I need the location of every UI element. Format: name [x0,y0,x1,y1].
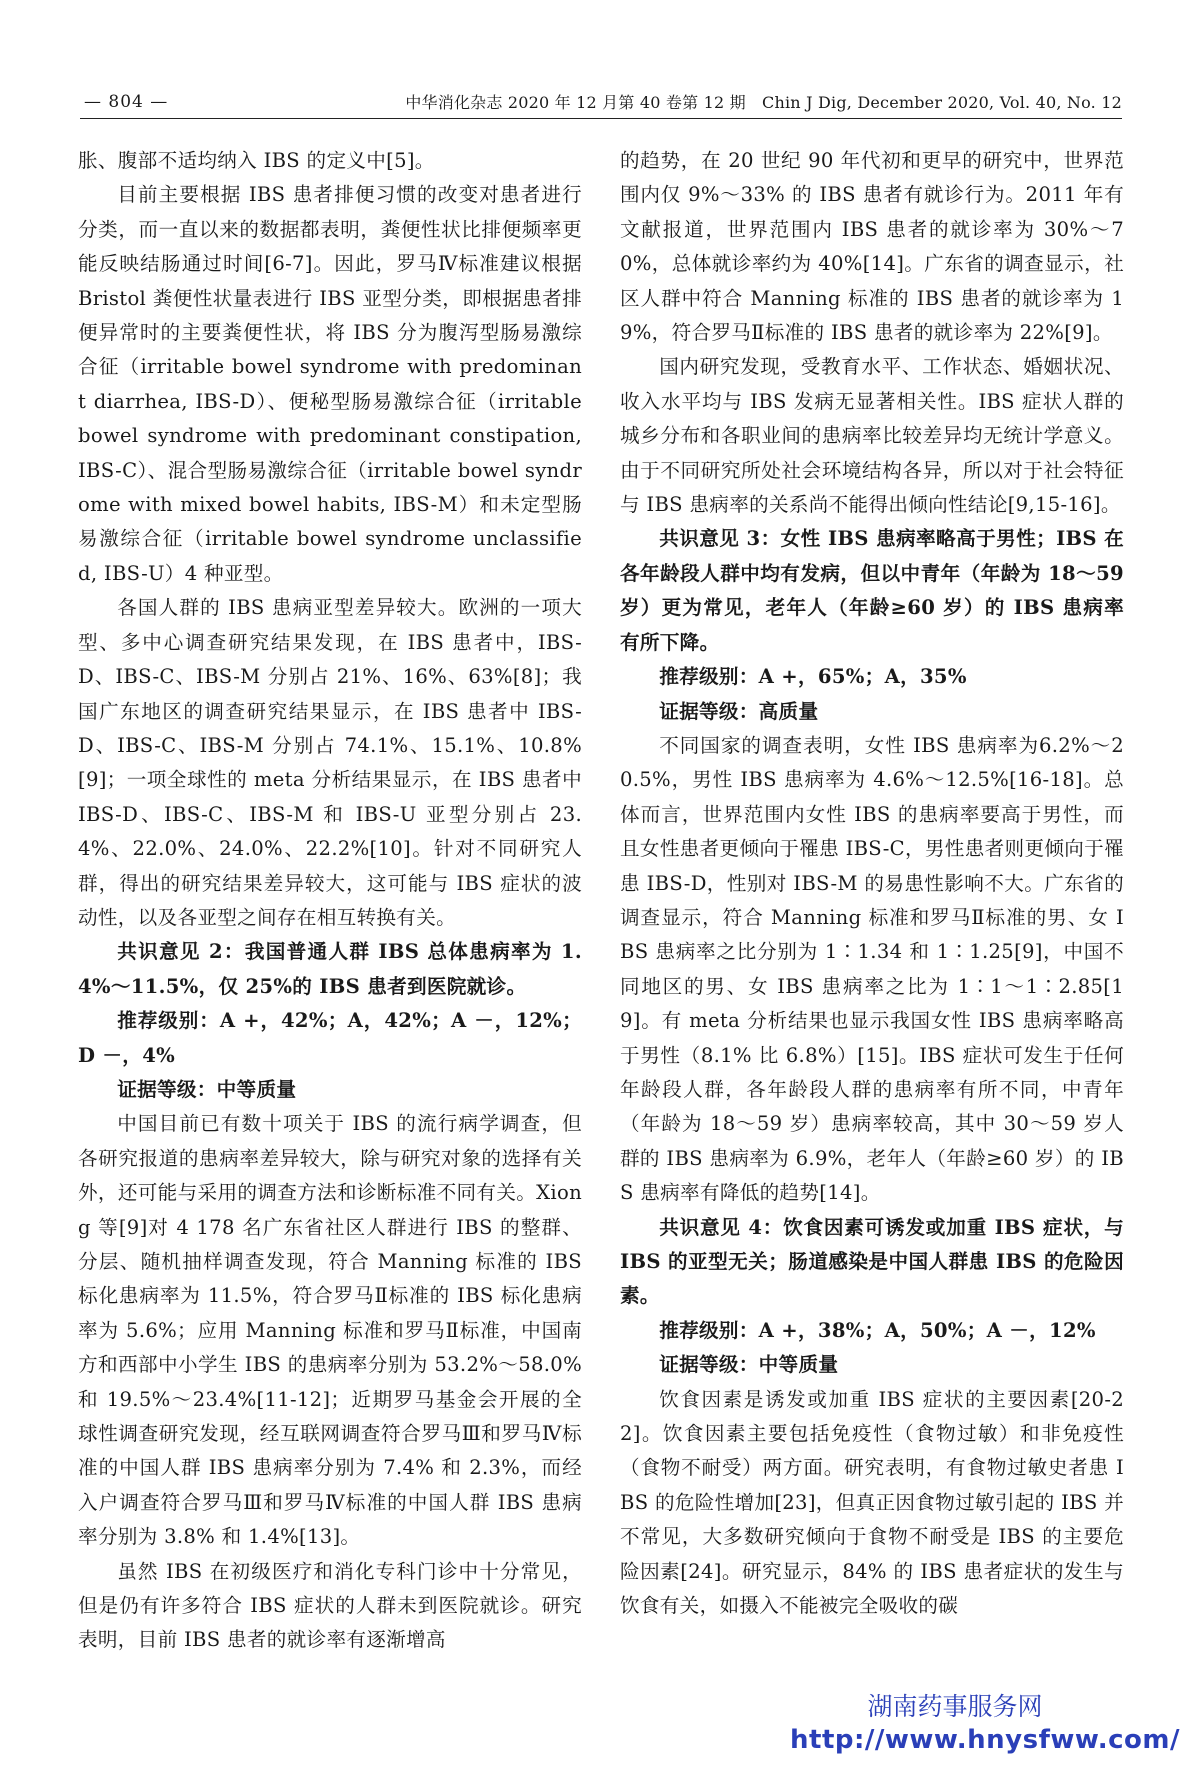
right-column [620,144,1124,1623]
paragraph: 的趋势，在 20 世纪 90 年代初和更早的研究中，世界范围内仅 9%～33% 的 IBS 患者有就诊行为。2011 年有文献报道，世界范围内 IBS 患者的就诊率为 30%～70%，总体就诊率约为 40%[14]。广东省的调查显示，社区人群中符合 Manning 标准的 IBS 患者的就诊率为 19%，符合罗马Ⅱ标准的 IBS 患者的就诊率为 22%[9]。 [620,149,1124,345]
recommendation-grade: 推荐级别：A +，42%；A，42%；A －，12%；D －，4% [78,1009,582,1067]
evidence-level: 证据等级：中等质量 [117,1077,297,1101]
recommendation-grade: 推荐级别：A +，38%；A，50%；A －，12% [659,1318,1096,1342]
recommendation-grade: 推荐级别：A +，65%；A，35% [659,665,967,689]
watermark-site-name: 湖南药事服务网 [867,1692,1043,1721]
paragraph: 虽然 IBS 在初级医疗和消化专科门诊中十分常见，但是仍有许多符合 IBS 症状的人群未到医院就诊。研究表明，目前 IBS 患者的就诊率有逐渐增高 [78,1559,582,1652]
evidence-level: 证据等级：高质量 [659,699,819,723]
paragraph: 国内研究发现，受教育水平、工作状态、婚姻状况、收入水平均与 IBS 发病无显著相关性。IBS 症状人群的城乡分布和各职业间的患病率比较差异均无统计学意义。由于不同研究所处社会环境结构各异，所以对于社会特征与 IBS 患病率的关系尚不能得出倾向性结论[9,15-16]。 [620,355,1124,517]
paragraph: 胀、腹部不适均纳入 IBS 的定义中[5]。 [78,149,435,172]
journal-citation: 中华消化杂志 2020 年 12 月第 40 卷第 12 期 Chin J Dig, December 2020, Vol. 40, No. 12 [405,93,1122,112]
paragraph: 中国目前已有数十项关于 IBS 的流行病学调查，但各研究报道的患病率差异较大，除与研究对象的选择有关外，还可能与采用的调查方法和诊断标准不同有关。Xiong 等[9]对 4 178 名广东省社区人群进行 IBS 的整群、分层、随机抽样调查发现，符合 Manning 标准的 IBS 标化患病率为 11.5%，符合罗马Ⅱ标准的 IBS 标化患病率为 5.6%；应用 Manning 标准和罗马Ⅱ标准，中国南方和西部中小学生 IBS 的患病率分别为 53.2%～58.0% 和 19.5%～23.4%[11-12]；近期罗马基金会开展的全球性调查研究发现，经互联网调查符合罗马Ⅲ和罗马Ⅳ标准的中国人群 IBS 患病率分别为 7.4% 和 2.3%，而经入户调查符合罗马Ⅲ和罗马Ⅳ标准的中国人群 IBS 患病率分别为 3.8% 和 1.4%[13]。 [78,1112,582,1549]
page-number: — 804 — [84,92,169,112]
consensus-statement-2: 共识意见 2：我国普通人群 IBS 总体患病率为 1.4%～11.5%，仅 25%的 IBS 患者到医院就诊。 [78,940,582,998]
site-watermark [790,1690,1181,1756]
consensus-statement-4: 共识意见 4：饮食因素可诱发或加重 IBS 症状，与 IBS 的亚型无关；肠道感染是中国人群患 IBS 的危险因素。 [620,1215,1124,1308]
left-column [78,144,582,1658]
page-header [80,86,1122,119]
watermark-url[interactable]: http://www.hnysfww.com/ [790,1725,1181,1755]
paragraph: 不同国家的调查表明，女性 IBS 患病率为6.2%～20.5%，男性 IBS 患病率为 4.6%～12.5%[16-18]。总体而言，世界范围内女性 IBS 的患病率要高于男性，而且女性患者更倾向于罹患 IBS-C，男性患者则更倾向于罹患 IBS-D，性别对 IBS-M 的易患性影响不大。广东省的调查显示，符合 Manning 标准和罗马Ⅱ标准的男、女 IBS 患病率之比分别为 1∶1.34 和 1∶1.25[9]，中国不同地区的男、女 IBS 患病率之比为 1∶1～1∶2.85[19]。有 meta 分析结果也显示我国女性 IBS 患病率略高于男性（8.1% 比 6.8%）[15]。IBS 症状可发生于任何年龄段人群，各年龄段人群的患病率有所不同，中青年（年龄为 18～59 岁）患病率较高，其中 30～59 岁人群的 IBS 患病率为 6.9%，老年人（年龄≥60 岁）的 IBS 患病率有降低的趋势[14]。 [620,733,1124,1205]
paragraph: 饮食因素是诱发或加重 IBS 症状的主要因素[20-22]。饮食因素主要包括免疫性（食物过敏）和非免疫性（食物不耐受）两方面。研究表明，有食物过敏史者患 IBS 的危险性增加[23]，但真正因食物过敏引起的 IBS 并不常见，大多数研究倾向于食物不耐受是 IBS 的主要危险因素[24]。研究显示，84% 的 IBS 患者症状的发生与饮食有关，如摄入不能被完全吸收的碳 [620,1387,1124,1618]
consensus-statement-3: 共识意见 3：女性 IBS 患病率略高于男性；IBS 在各年龄段人群中均有发病，但以中青年（年龄为 18～59 岁）更为常见，老年人（年龄≥60 岁）的 IBS 患病率有所下降。 [620,527,1124,654]
paragraph: 目前主要根据 IBS 患者排便习惯的改变对患者进行分类，而一直以来的数据都表明，粪便性状比排便频率更能反映结肠通过时间[6-7]。因此，罗马Ⅳ标准建议根据 Bristol 粪便性状量表进行 IBS 亚型分类，即根据患者排便异常时的主要粪便性状，将 IBS 分为腹泻型肠易激综合征（irritable bowel syndrome with predominant diarrhea, IBS-D）、便秘型肠易激综合征（irritable bowel syndrome with predominant constipation, IBS-C）、混合型肠易激综合征（irritable bowel syndrome with mixed bowel habits, IBS-M）和未定型肠易激综合征（irritable bowel syndrome unclassified, IBS-U）4 种亚型。 [78,183,582,585]
paragraph: 各国人群的 IBS 患病亚型差异较大。欧洲的一项大型、多中心调查研究结果发现，在 IBS 患者中，IBS-D、IBS-C、IBS-M 分别占 21%、16%、63%[8]；我国广东地区的调查研究结果显示，在 IBS 患者中 IBS-D、IBS-C、IBS-M 分别占 74.1%、15.1%、10.8%[9]；一项全球性的 meta 分析结果显示，在 IBS 患者中 IBS-D、IBS-C、IBS-M 和 IBS-U 亚型分别占 23.4%、22.0%、24.0%、22.2%[10]。针对不同研究人群，得出的研究结果差异较大，这可能与 IBS 症状的波动性，以及各亚型之间存在相互转换有关。 [78,596,582,929]
evidence-level: 证据等级：中等质量 [659,1353,839,1377]
